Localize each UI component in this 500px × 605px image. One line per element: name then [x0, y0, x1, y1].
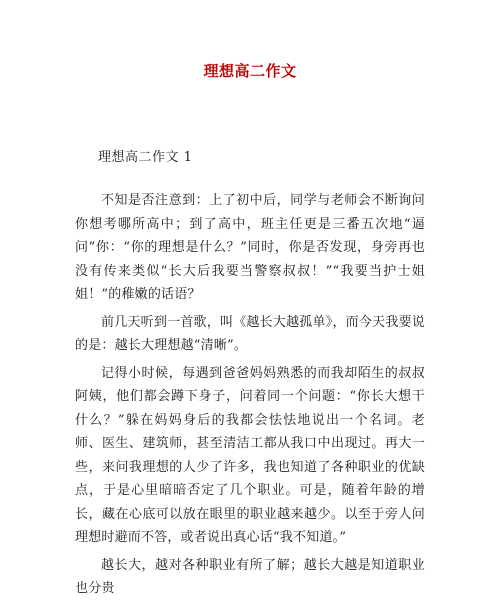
essay-subheading: 理想高二作文 1 — [98, 150, 193, 165]
paragraph-3: 记得小时候，每遇到爸爸妈妈熟悉的而我却陌生的叔叔阿姨，他们都会蹲下身子，问着同一个问题：“你长大想干什么？”躲在妈妈身后的我都会怯怯地说出一个名词。老师、医生、建筑师，甚至清洁工都从我口中出现过。再大一些，来问我理想的人少了许多，我也知道了各种职业的优缺点，于是心里暗暗否定了几个职业。可是，随着年龄的增长，藏在心底可以放在眼里的职业越来越少。以至于旁人问理想时避而不答，或者说出真心话“我不知道。” — [75, 365, 425, 545]
paragraph-1: 不知是否注意到：上了初中后，同学与老师会不断询问你想考哪所高中；到了高中，班主任更是三番五次地“逼问”你：“你的理想是什么？”同时，你是否发现，身旁再也没有传来类似“长大后我要当警察叔叔！”“我要当护士姐姐！”的稚嫩的话语？ — [75, 193, 425, 302]
paragraph-2: 前几天听到一首歌，叫《越长大越孤单》，而今天我要说的是：越长大理想越“清晰”。 — [75, 314, 425, 353]
document-title: 理想高二作文 — [203, 62, 297, 80]
essay-body — [75, 189, 425, 605]
paragraph-4: 越长大，越对各种职业有所了解；越长大越是知道职业也分贵 — [75, 557, 425, 596]
